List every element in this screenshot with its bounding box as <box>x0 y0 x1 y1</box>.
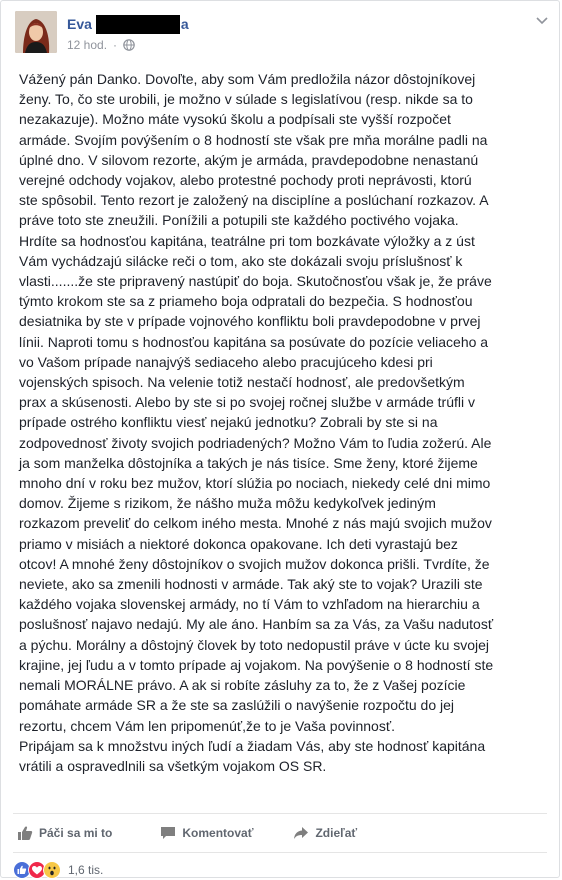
post-text-line: verejné odchody vojakov, alebo protestné pochody proti neprávosti, ktorú <box>19 172 472 189</box>
like-button[interactable] <box>17 825 112 841</box>
post-text-line: každého vojaka slovenskej armády, no tí Vám to vzhľadom na hierarchiu a <box>19 596 480 613</box>
post-text-line: armáde. Svojím povýšením o 8 hodností ste však pre mňa morálne padli na <box>19 131 488 148</box>
avatar-photo <box>15 11 57 53</box>
post-text-line: ste spôsobil. Tento rezort je založený na disciplíne a poslúchaní rozkazov. A <box>19 192 489 209</box>
reaction-count[interactable]: 1,6 tis. <box>68 863 104 877</box>
post-text-line: vrátili a ospravedlnili sa všetkým vojakom OS SR. <box>19 757 327 774</box>
post-text-line: Vážený pán Danko. Dovoľte, aby som Vám predložila názor dôstojníkovej <box>19 71 476 87</box>
comment-label: Komentovať <box>182 826 254 840</box>
post-text-line: rozkazom preveliť do celkom iného mesta. Mnohé z nás majú svojich mužov <box>19 515 492 532</box>
post-text-line: Pripájam sa k množstvu iných ľudí a žiadam Vás, aby ste hodnosť kapitána <box>19 737 486 754</box>
share-arrow-icon <box>293 825 309 841</box>
post-text-line: prax a skúsenosti. Alebo by ste si po svojej ročnej službe v armáde trúfli v <box>19 394 475 411</box>
post-text-line: vlasti.......že ste pripravený nastúpiť do boja. Skutočnosťou však je, že práve <box>19 273 492 290</box>
post-text-line: mnoho dní v roku bez mužov, ktorí slúžia po nociach, niekedy celé dni mimo <box>19 475 491 492</box>
post-text-line: priamo v misiách a niektoré dokonca opakovane. Ich deti vyrastajú bez <box>19 535 458 552</box>
action-bar <box>13 813 547 853</box>
post-text-line: rezortu, chcem Vám len pripomenúť,že to je Vaša povinnosť. <box>19 717 395 734</box>
post-text-line: krajine, jej ľudu a v tomto prípade aj vojakom. Na povýšenie o 8 hodností ste <box>19 656 494 673</box>
chevron-down-icon[interactable] <box>535 13 549 27</box>
post-text-line: Vám vychádzajú silácke reči o tom, ako ste dokázali svoju príslušnosť k <box>19 252 463 269</box>
post-text-line: domov. Žijeme s rizikom, že nášho muža môžu kedykoľvek jediným <box>19 495 436 512</box>
thumbs-up-icon <box>17 825 33 841</box>
post-text-line: a pýchu. Morálny a dôstojný človek by toto nedopustil práve v úcte ku svojej <box>19 636 490 653</box>
post-meta <box>67 37 135 53</box>
wow-icon <box>43 861 61 879</box>
author-name-row[interactable] <box>67 14 189 34</box>
post-text-line: pomáhate armáde SR a že ste sa zaslúžili o navýšenie rozpočtu do jej <box>19 697 455 714</box>
post-text-line: neviete, ako sa zmenili hodnosti v armáde. Tak aký ste to vojak? Urazili ste <box>19 576 483 593</box>
post-text-line: vo Vašom prípade nanajvýš sediaceho alebo pracujúceho kdesi pri <box>19 353 433 370</box>
share-button[interactable] <box>293 825 357 841</box>
post-text-line: ja som manželka dôstojníka a takých je nás tisíce. Sme ženy, ktoré žijeme <box>19 454 478 471</box>
post-text-line: týmto krokom ste sa z priameho boja odpratali do bezpečia. S hodnosťou <box>19 293 473 310</box>
post-text-line: vojenských spisoch. Na velenie totiž nestačí hodnosť, ale predovšetkým <box>19 374 465 391</box>
post-text-line: zodpovednosť životy svojich podriadených? Možno Vám to ľudia zožerú. Ale <box>19 434 492 451</box>
post-text-line: Hrdíte sa hodnosťou kapitána, teatrálne pri tom bozkávate výložky a z úst <box>19 232 475 249</box>
meta-separator: · <box>113 38 118 52</box>
globe-icon[interactable] <box>123 39 135 51</box>
post-text-line: úplné dno. V silovom rezorte, akým je armáda, pravdepodobne nenastanú <box>19 151 479 168</box>
comment-button[interactable] <box>160 825 253 841</box>
author-name-tail[interactable]: a <box>180 16 189 32</box>
post-text-line: nemali MORÁLNE právo. A ak si robíte zásluhy za to, že z Vašej pozície <box>19 677 466 694</box>
author-avatar[interactable] <box>15 11 57 53</box>
reactions-summary[interactable] <box>13 860 103 880</box>
post-text-line: línii. Naproti tomu s hodnosťou kapitána sa posúvate do pozície veliaceho a <box>19 333 489 350</box>
post-text-line: práve toto ste zneužili. Ponížili a potupili ste každého poctivého vojaka. <box>19 212 459 229</box>
post-text-line: ženy. To, čo ste urobili, je možno v súlade s legislatívou (resp. nikde sa to <box>19 91 473 108</box>
post-text-line: otcov! A mnohé ženy dôstojníkov o svojich mužov dokonca prišli. Tvrdíte, že <box>19 555 490 572</box>
post-text-line: poslušnosť najavo nedajú. My ale áno. Hanbím sa za Vás, za Vašu nadutosť <box>19 616 494 633</box>
like-label: Páči sa mi to <box>39 826 113 840</box>
share-label: Zdieľať <box>315 826 358 840</box>
post-text-line: nezakazuje). Možno máte vysokú školu a podpísali ste vyšší rozpočet <box>19 111 451 128</box>
author-name[interactable]: Eva <box>67 16 92 32</box>
post-text-line: prípade ostrého konfliktu viesť nejakú jednotku? Zobrali by ste si na <box>19 414 438 431</box>
reaction-icons <box>13 861 58 879</box>
post-text-line: desiatnika by ste v prípade vojnového konfliktu boli pravdepodobne v prvej <box>19 313 481 330</box>
post-timestamp[interactable]: 12 hod. <box>67 38 108 52</box>
comment-icon <box>160 825 176 841</box>
name-redaction-bar <box>96 15 180 34</box>
post-body <box>19 69 549 776</box>
